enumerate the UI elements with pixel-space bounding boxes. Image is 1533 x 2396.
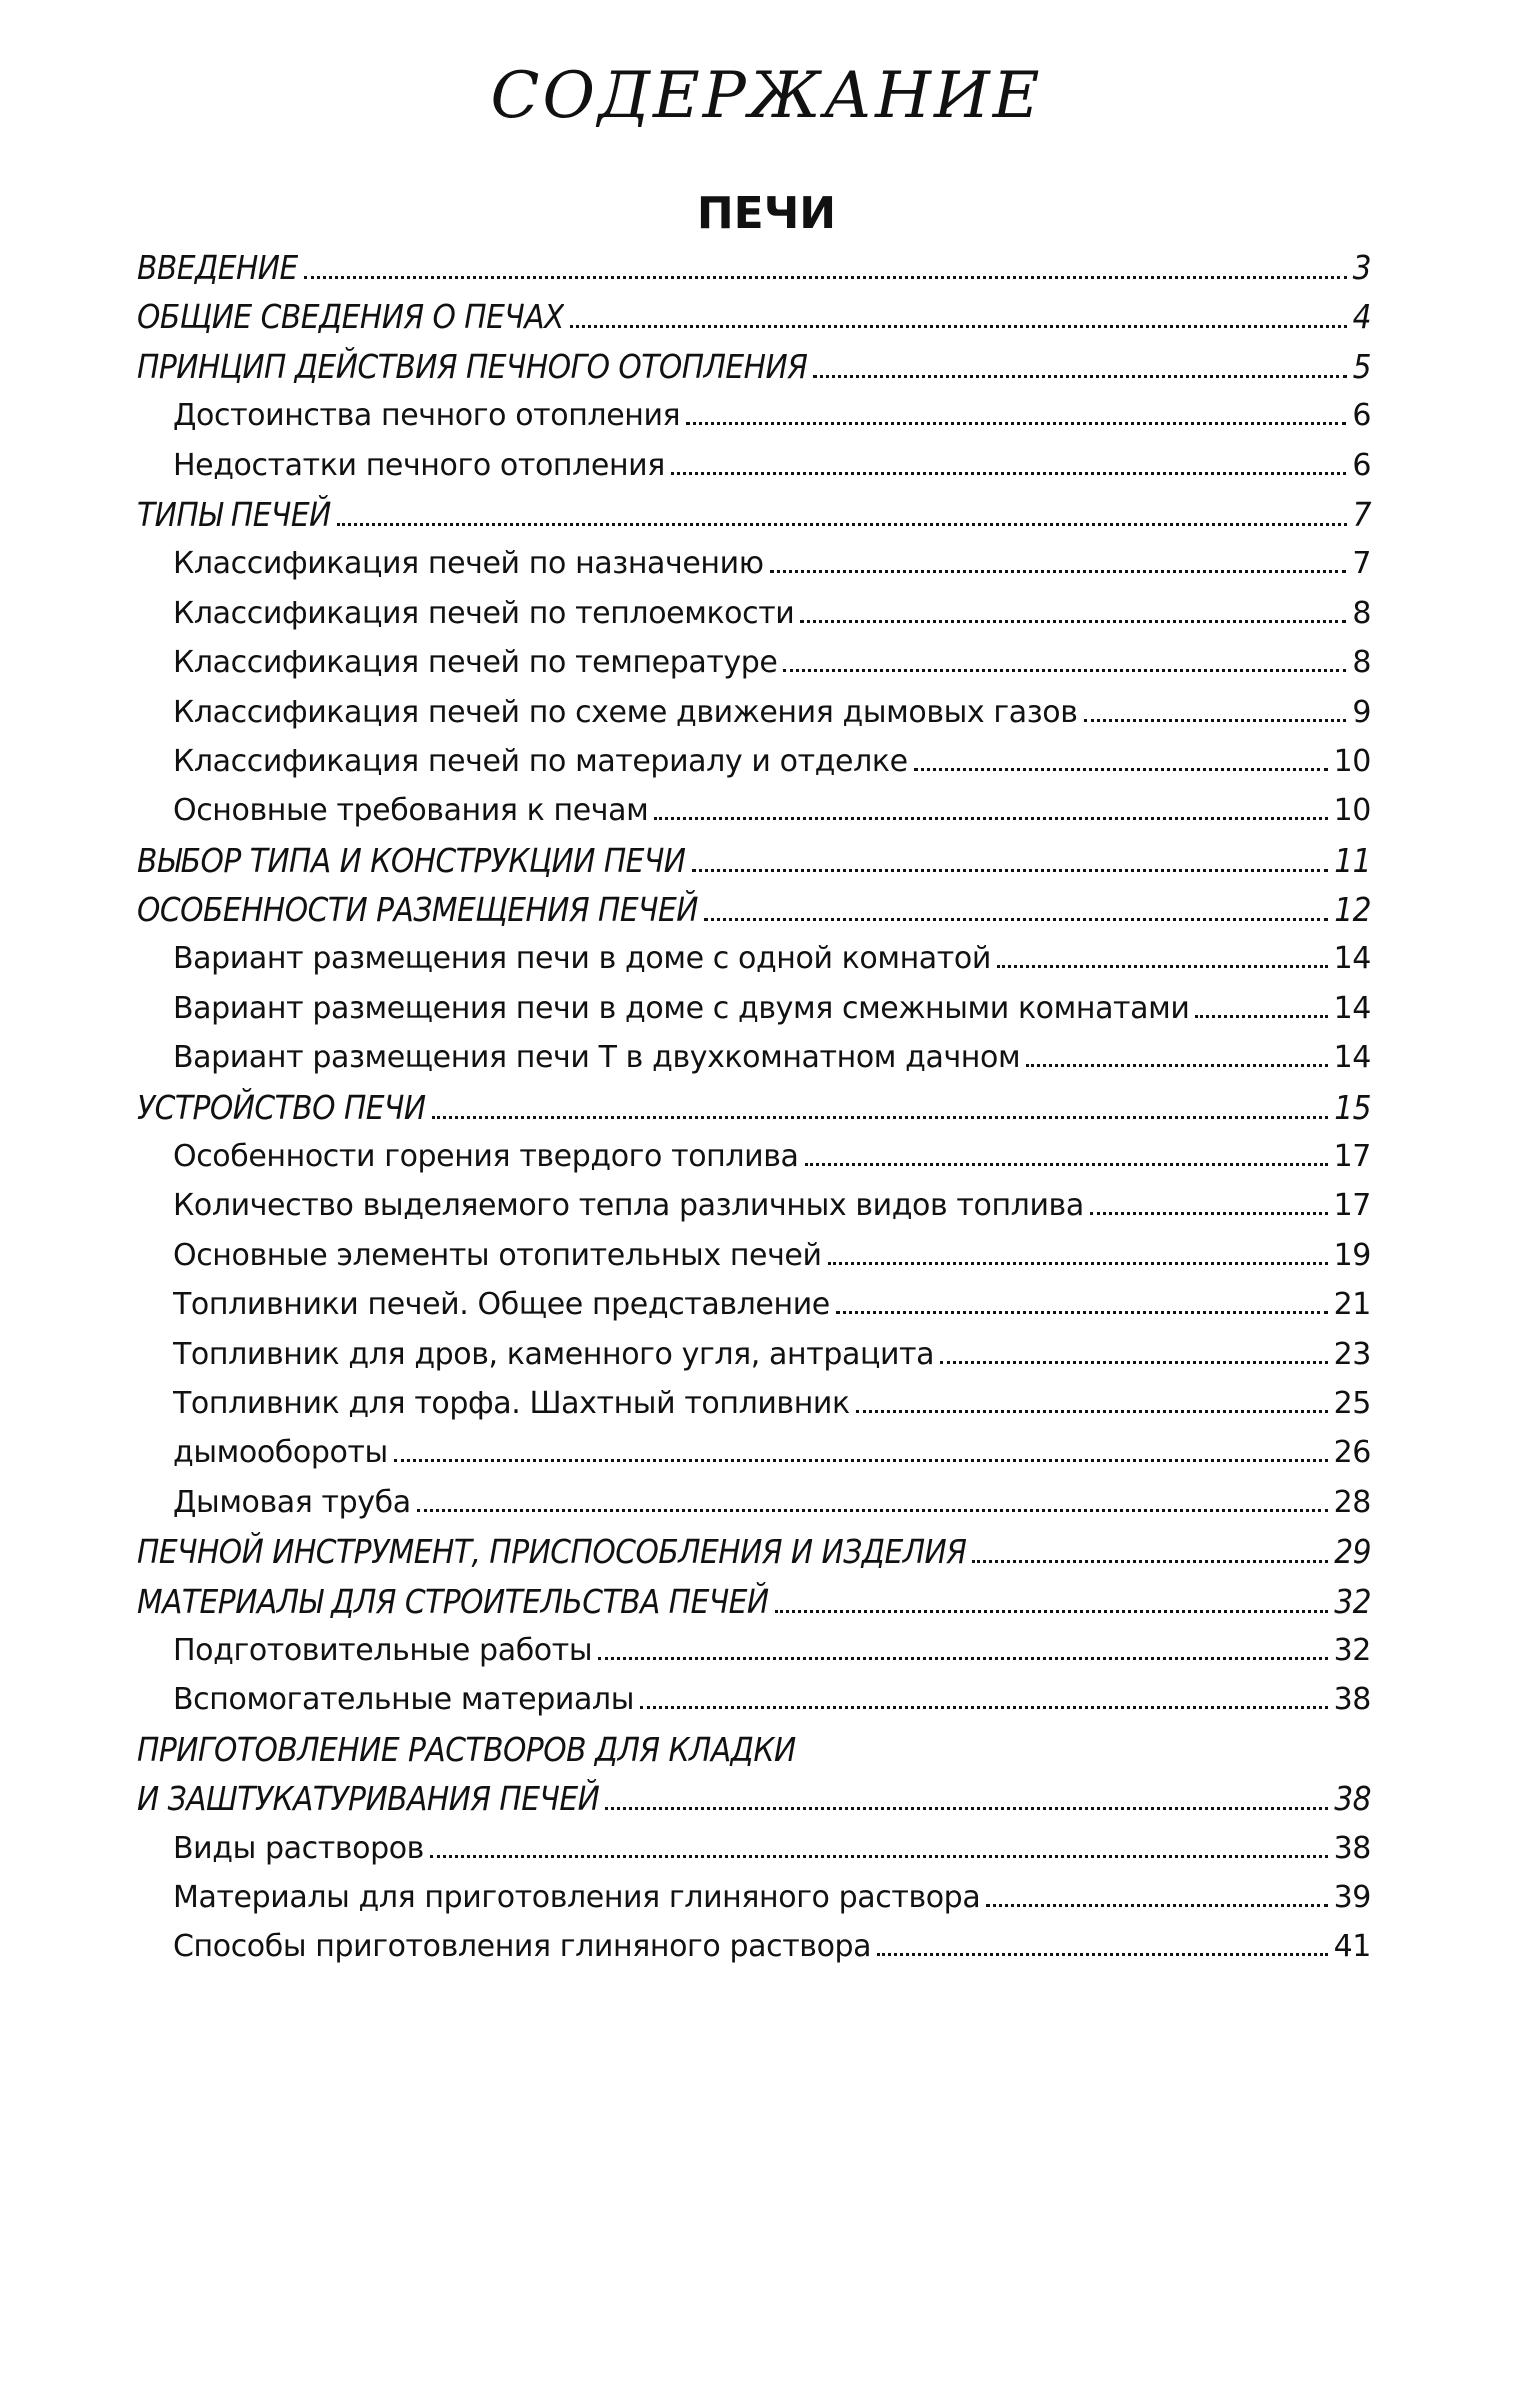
dot-leader (704, 918, 1328, 921)
toc-entry-subsection[interactable] (137, 1231, 1371, 1280)
entry-title: И ЗАШТУКАТУРИВАНИЯ ПЕЧЕЙ (137, 1779, 600, 1819)
dot-leader (598, 1657, 1328, 1660)
entry-page: 32 (1333, 1632, 1371, 1668)
toc-entry-subsection[interactable] (137, 1379, 1371, 1428)
entry-title: Особенности горения твердого топлива (173, 1139, 799, 1175)
dot-leader (1195, 1015, 1327, 1018)
entry-title: Основные требования к печам (173, 793, 649, 829)
entry-page: 41 (1333, 1929, 1371, 1965)
entry-title: УСТРОЙСТВО ПЕЧИ (137, 1087, 426, 1127)
entry-page: 8 (1352, 595, 1371, 631)
entry-page: 25 (1333, 1385, 1371, 1421)
entry-page: 10 (1333, 793, 1371, 829)
entry-title: Топливник для торфа. Шахтный топливник (173, 1385, 850, 1421)
toc-entry-subsection[interactable] (137, 391, 1371, 440)
entry-page: 15 (1334, 1087, 1371, 1127)
dot-leader (654, 817, 1327, 820)
toc-entry-subsection[interactable] (137, 441, 1371, 490)
toc-entry-subsection[interactable] (137, 1478, 1371, 1527)
entry-page: 4 (1352, 297, 1371, 337)
toc-entry-subsection[interactable] (137, 1922, 1371, 1971)
toc-entry-subsection[interactable] (137, 1675, 1371, 1724)
dot-leader (394, 1459, 1328, 1462)
entry-page: 7 (1352, 494, 1371, 534)
dot-leader (940, 1361, 1328, 1364)
entry-title: ПРИГОТОВЛЕНИЕ РАСТВОРОВ ДЛЯ КЛАДКИ (137, 1729, 796, 1769)
entry-page: 38 (1333, 1830, 1371, 1866)
toc-entry-subsection[interactable] (137, 1033, 1371, 1082)
entry-page: 17 (1333, 1188, 1371, 1224)
entry-page: 14 (1333, 990, 1371, 1026)
entry-page: 7 (1352, 546, 1371, 582)
entry-page: 29 (1334, 1532, 1371, 1572)
dot-leader (775, 1610, 1329, 1613)
entry-title: Классификация печей по температуре (173, 645, 778, 681)
entry-title: Основные элементы отопительных печей (173, 1237, 822, 1273)
entry-title: Топливник для дров, каменного угля, антрацита (173, 1336, 935, 1372)
entry-title: дымообороты (173, 1435, 388, 1471)
dot-leader (417, 1509, 1328, 1512)
dot-leader (828, 1262, 1328, 1265)
toc-entry-chapter[interactable] (137, 885, 1371, 934)
page-title: СОДЕРЖАНИЕ (490, 59, 1043, 133)
toc-entry-chapter[interactable] (137, 836, 1371, 885)
section-title: ПЕЧИ (696, 188, 837, 239)
entry-page: 39 (1333, 1879, 1371, 1915)
entry-page: 3 (1352, 248, 1371, 287)
toc-entry-subsection[interactable] (137, 786, 1371, 835)
entry-page: 38 (1333, 1682, 1371, 1718)
dot-leader (997, 965, 1328, 968)
entry-title: Дымовая труба (173, 1484, 411, 1520)
entry-page: 11 (1334, 840, 1371, 880)
dot-leader (432, 1116, 1329, 1119)
toc-entry-chapter[interactable] (137, 1527, 1371, 1576)
toc-entry-subsection[interactable] (137, 1873, 1371, 1922)
entry-page: 14 (1333, 941, 1371, 977)
entry-page: 32 (1334, 1581, 1371, 1621)
entry-title: ОБЩИЕ СВЕДЕНИЯ О ПЕЧАХ (137, 297, 564, 337)
dot-leader (570, 325, 1347, 328)
entry-title: Классификация печей по назначению (173, 546, 764, 582)
toc-entry-subsection[interactable] (137, 688, 1371, 737)
dot-leader (805, 1163, 1328, 1166)
toc-entry-subsection[interactable] (137, 1330, 1371, 1379)
dot-leader (914, 768, 1328, 771)
dot-leader (430, 1855, 1328, 1858)
entry-title: ПРИНЦИП ДЕЙСТВИЯ ПЕЧНОГО ОТОПЛЕНИЯ (137, 346, 808, 386)
entry-page: 21 (1333, 1287, 1371, 1323)
dot-leader (671, 472, 1346, 475)
entry-title: Количество выделяемого тепла различных видов топлива (173, 1188, 1084, 1224)
toc-entry-chapter-line2[interactable] (137, 1774, 1371, 1823)
toc-entry-subsection[interactable] (137, 934, 1371, 983)
toc-entry-chapter-line1[interactable] (137, 1725, 1371, 1774)
dot-leader (800, 620, 1346, 623)
dot-leader (337, 523, 1347, 526)
dot-leader (836, 1311, 1328, 1314)
entry-title: Способы приготовления глиняного раствора (173, 1929, 872, 1965)
dot-leader (1026, 1064, 1327, 1067)
toc-entry-chapter[interactable] (137, 342, 1371, 391)
entry-title: Вспомогательные материалы (173, 1682, 634, 1718)
entry-title: МАТЕРИАЛЫ ДЛЯ СТРОИТЕЛЬСТВА ПЕЧЕЙ (137, 1581, 769, 1621)
entry-title: Подготовительные работы (173, 1632, 593, 1668)
dot-leader (1090, 1212, 1328, 1215)
entry-title: ТИПЫ ПЕЧЕЙ (137, 494, 331, 534)
dot-leader (877, 1953, 1327, 1956)
dot-leader (692, 869, 1329, 872)
entry-page: 5 (1352, 346, 1371, 386)
toc-entry-subsection[interactable] (137, 539, 1371, 588)
dot-leader (986, 1904, 1327, 1907)
entry-title: ВЫБОР ТИПА И КОНСТРУКЦИИ ПЕЧИ (137, 840, 686, 880)
entry-title: Классификация печей по теплоемкости (173, 595, 795, 631)
entry-page: 6 (1352, 447, 1371, 483)
toc-entry-subsection[interactable] (137, 737, 1371, 786)
entry-page: 14 (1333, 1040, 1371, 1076)
entry-title: Классификация печей по материалу и отделке (173, 743, 908, 779)
entry-page: 26 (1333, 1435, 1371, 1471)
toc-entry-subsection[interactable] (137, 1280, 1371, 1329)
toc-entry-subsection[interactable] (137, 1824, 1371, 1873)
dot-leader (972, 1560, 1328, 1563)
entry-page: 23 (1333, 1336, 1371, 1372)
toc-entry-subsection[interactable] (137, 1181, 1371, 1230)
toc-entry-subsection[interactable] (137, 589, 1371, 638)
entry-page: 17 (1333, 1139, 1371, 1175)
toc-entry-chapter[interactable] (137, 490, 1371, 539)
entry-title: Достоинства печного отопления (173, 398, 681, 434)
toc-entry-chapter[interactable] (137, 243, 1371, 292)
entry-page: 8 (1352, 645, 1371, 681)
entry-page: 38 (1334, 1779, 1371, 1819)
entry-title: Виды растворов (173, 1830, 424, 1866)
entry-page: 12 (1334, 890, 1371, 930)
dot-leader (686, 422, 1346, 425)
toc-entry-chapter[interactable] (137, 1577, 1371, 1626)
dot-leader (605, 1807, 1328, 1810)
table-of-contents (137, 243, 1371, 1972)
toc-entry-subsection[interactable] (137, 984, 1371, 1033)
entry-title: Материалы для приготовления глиняного раствора (173, 1879, 981, 1915)
toc-entry-subsection[interactable] (137, 1626, 1371, 1675)
entry-title: Классификация печей по схеме движения дымовых газов (173, 694, 1078, 730)
toc-entry-subsection[interactable] (137, 1132, 1371, 1181)
dot-leader (813, 375, 1346, 378)
dot-leader (856, 1410, 1328, 1413)
entry-page: 10 (1333, 743, 1371, 779)
dot-leader (770, 570, 1347, 573)
dot-leader (1084, 719, 1347, 722)
toc-entry-chapter[interactable] (137, 1083, 1371, 1132)
entry-title: Вариант размещения печи в доме с одной комнатой (173, 941, 991, 977)
entry-page: 6 (1352, 398, 1371, 434)
toc-entry-chapter[interactable] (137, 292, 1371, 341)
dot-leader (640, 1706, 1328, 1709)
entry-title: ВВЕДЕНИЕ (137, 248, 298, 287)
entry-page: 9 (1352, 694, 1371, 730)
entry-title: Вариант размещения печи в доме с двумя смежными комнатами (173, 990, 1190, 1026)
entry-title: Недостатки печного отопления (173, 447, 665, 483)
entry-page: 28 (1333, 1484, 1371, 1520)
entry-title: ОСОБЕННОСТИ РАЗМЕЩЕНИЯ ПЕЧЕЙ (137, 890, 698, 930)
toc-entry-subsection[interactable] (137, 638, 1371, 687)
dot-leader (304, 276, 1347, 279)
entry-page: 19 (1333, 1237, 1371, 1273)
entry-title: Топливники печей. Общее представление (173, 1287, 830, 1323)
toc-entry-subsection[interactable] (137, 1428, 1371, 1477)
entry-title: ПЕЧНОЙ ИНСТРУМЕНТ, ПРИСПОСОБЛЕНИЯ И ИЗДЕЛИЯ (137, 1532, 967, 1572)
entry-title: Вариант размещения печи Т в двухкомнатном дачном (173, 1040, 1021, 1076)
dot-leader (783, 669, 1346, 672)
